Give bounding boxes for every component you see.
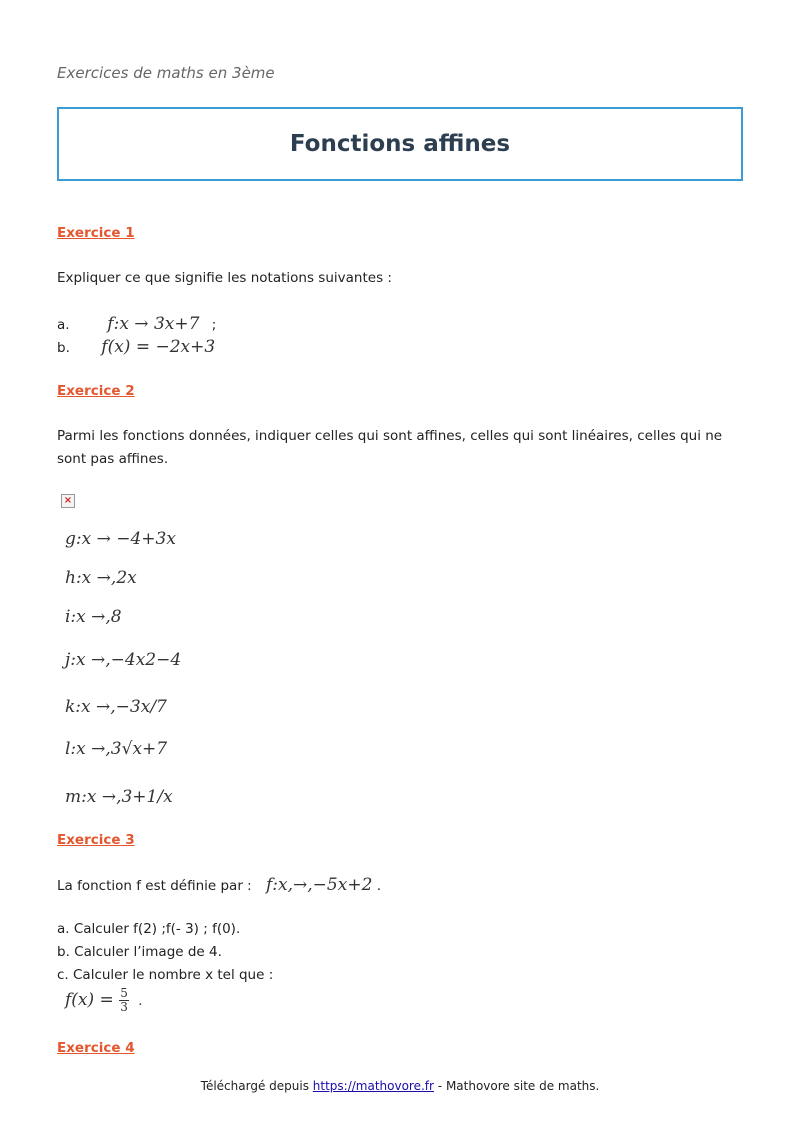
equation-fraction [119, 987, 129, 1014]
fraction-denominator: 3 [120, 1000, 128, 1014]
function-j-formula: j:x →,−4x2−4 [65, 650, 182, 670]
item-label: b. [57, 340, 70, 356]
exercise-1-intro: Expliquer ce que signifie les notations suivantes : [57, 270, 392, 286]
item-label: a. [57, 317, 70, 333]
formula: f:x → 3x+7 [107, 314, 200, 334]
exercise-2-intro: Parmi les fonctions données, indiquer celles qui sont affines, celles qui sont linéaires, celles qui ne sont pas affines. [57, 428, 723, 467]
function-l-formula: l:x →,3√x+7 [65, 739, 168, 759]
function-m [65, 787, 173, 807]
equation-suffix: . [138, 994, 143, 1009]
footer-suffix: - Mathovore site de maths. [437, 1079, 600, 1093]
exercise-2-heading[interactable]: Exercice 2 [57, 383, 135, 399]
function-i [65, 607, 122, 627]
exercise-3-heading[interactable]: Exercice 3 [57, 832, 135, 848]
function-k [65, 697, 167, 717]
footer-link[interactable]: https://mathovore.fr [312, 1079, 434, 1093]
function-j [65, 650, 181, 670]
exercise-1-heading[interactable]: Exercice 1 [57, 225, 135, 241]
question-a: a. Calculer f(2) ;f(- 3) ; f(0). [57, 921, 241, 937]
equation [65, 987, 142, 1014]
function-m-formula: m:x →,3+1/x [65, 787, 173, 807]
fraction-numerator: 5 [120, 986, 128, 1000]
exercise-1-item-a [57, 314, 216, 334]
page-title: Fonctions affines [289, 131, 511, 157]
question-c: c. Calculer le nombre x tel que : [57, 967, 274, 983]
exercise-4-heading[interactable]: Exercice 4 [57, 1040, 135, 1056]
footer-prefix: Téléchargé depuis [200, 1079, 309, 1093]
formula: f(x) = −2x+3 [101, 337, 216, 357]
function-h [65, 568, 137, 588]
function-g-formula: g:x → −4+3x [65, 529, 176, 549]
page-footer [0, 1079, 800, 1093]
intro-suffix: . [376, 878, 381, 894]
intro-formula: f:x,→,−5x+2 [266, 875, 373, 895]
intro-text: La fonction f est définie par : [57, 878, 252, 894]
formula-suffix: ; [211, 317, 217, 333]
page-subtitle: Exercices de maths en 3ème [57, 64, 275, 82]
function-g [65, 529, 176, 549]
title-box [57, 107, 743, 181]
function-h-formula: h:x →,2x [65, 568, 137, 588]
exercise-3-intro [57, 874, 381, 898]
question-b: b. Calculer l’image de 4. [57, 944, 222, 960]
broken-image-icon: × [61, 494, 75, 508]
function-l [65, 739, 167, 759]
function-k-formula: k:x →,−3x/7 [65, 697, 167, 717]
exercise-1-item-b [57, 337, 215, 357]
function-i-formula: i:x →,8 [65, 607, 122, 627]
equation-lhs: f(x) = [65, 990, 114, 1010]
